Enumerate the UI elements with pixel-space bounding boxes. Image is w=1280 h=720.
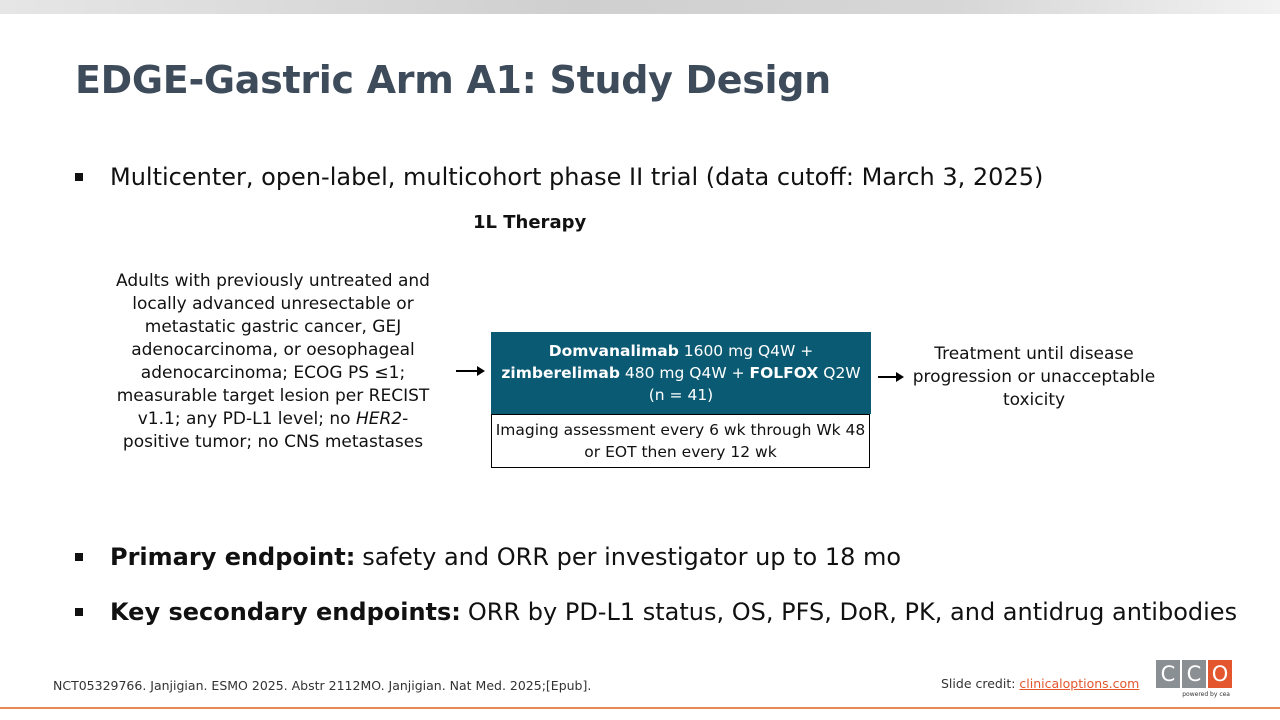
logo-letter: O bbox=[1208, 660, 1232, 688]
arrow-right-icon bbox=[456, 370, 478, 372]
therapy-label: 1L Therapy bbox=[473, 212, 587, 233]
endpoint-label: Key secondary endpoints: bbox=[110, 598, 461, 626]
drug-dose: 480 mg Q4W + bbox=[619, 364, 750, 382]
imaging-assessment-box bbox=[491, 414, 870, 468]
logo-letter: C bbox=[1156, 660, 1180, 688]
top-gradient-bar bbox=[0, 0, 1280, 14]
credit-label: Slide credit: bbox=[941, 676, 1020, 691]
slide-credit bbox=[941, 676, 1139, 691]
cco-logo bbox=[1156, 660, 1234, 704]
arrow-right-icon bbox=[878, 376, 897, 378]
bullet-secondary-endpoints bbox=[75, 598, 1237, 626]
drug-name: FOLFOX bbox=[749, 364, 819, 382]
logo-tagline: powered by cea bbox=[1182, 691, 1230, 698]
bullet-square-icon bbox=[75, 608, 83, 616]
endpoint-text: ORR by PD-L1 status, OS, PFS, DoR, PK, and antidrug antibodies bbox=[467, 598, 1238, 626]
endpoint-text: safety and ORR per investigator up to 18 mo bbox=[362, 543, 902, 571]
bottom-accent-line bbox=[0, 707, 1280, 709]
footer-citation: NCT05329766. Janjigian. ESMO 2025. Abstr 2112MO. Janjigian. Nat Med. 2025;[Epub]. bbox=[53, 678, 592, 693]
credit-link[interactable]: clinicaloptions.com bbox=[1019, 676, 1140, 691]
treatment-arm-box bbox=[491, 332, 871, 414]
logo-letter: C bbox=[1182, 660, 1206, 688]
arm-line-2 bbox=[491, 362, 871, 384]
bullet-square-icon bbox=[75, 553, 83, 561]
drug-name: zimberelimab bbox=[501, 364, 620, 382]
eligibility-text: Adults with previously untreated and locally advanced unresectable or metastatic gastric cancer, GEJ adenocarcinoma, or oesophageal adenocarcinoma; ECOG PS ≤1; measurable target lesion per RECIST v1.1; any PD-L1 level; no bbox=[116, 271, 430, 429]
bullet-primary-endpoint bbox=[75, 543, 901, 571]
drug-name: Domvanalimab bbox=[548, 342, 679, 360]
imaging-text: Imaging assessment every 6 wk through Wk 48 or EOT then every 12 wk bbox=[495, 421, 866, 461]
eligibility-text-end: -positive tumor; no CNS metastases bbox=[122, 409, 424, 452]
drug-dose: Q2W bbox=[818, 364, 861, 382]
bullet-square-icon bbox=[75, 173, 83, 181]
endpoint-label: Primary endpoint: bbox=[110, 543, 356, 571]
arm-n: (n = 41) bbox=[648, 386, 714, 404]
bullet-text: Multicenter, open-label, multicohort phase II trial (data cutoff: March 3, 2025) bbox=[110, 163, 1044, 191]
slide-title: EDGE-Gastric Arm A1: Study Design bbox=[75, 58, 831, 102]
logo-letters bbox=[1156, 660, 1234, 688]
eligibility-italic: HER2 bbox=[355, 409, 403, 429]
eligibility-criteria bbox=[108, 270, 438, 454]
treatment-outcome: Treatment until disease progression or unacceptable toxicity bbox=[912, 344, 1156, 410]
drug-dose: 1600 mg Q4W + bbox=[678, 342, 814, 360]
bullet-trial-design bbox=[75, 163, 1043, 191]
arm-line-1 bbox=[491, 340, 871, 362]
